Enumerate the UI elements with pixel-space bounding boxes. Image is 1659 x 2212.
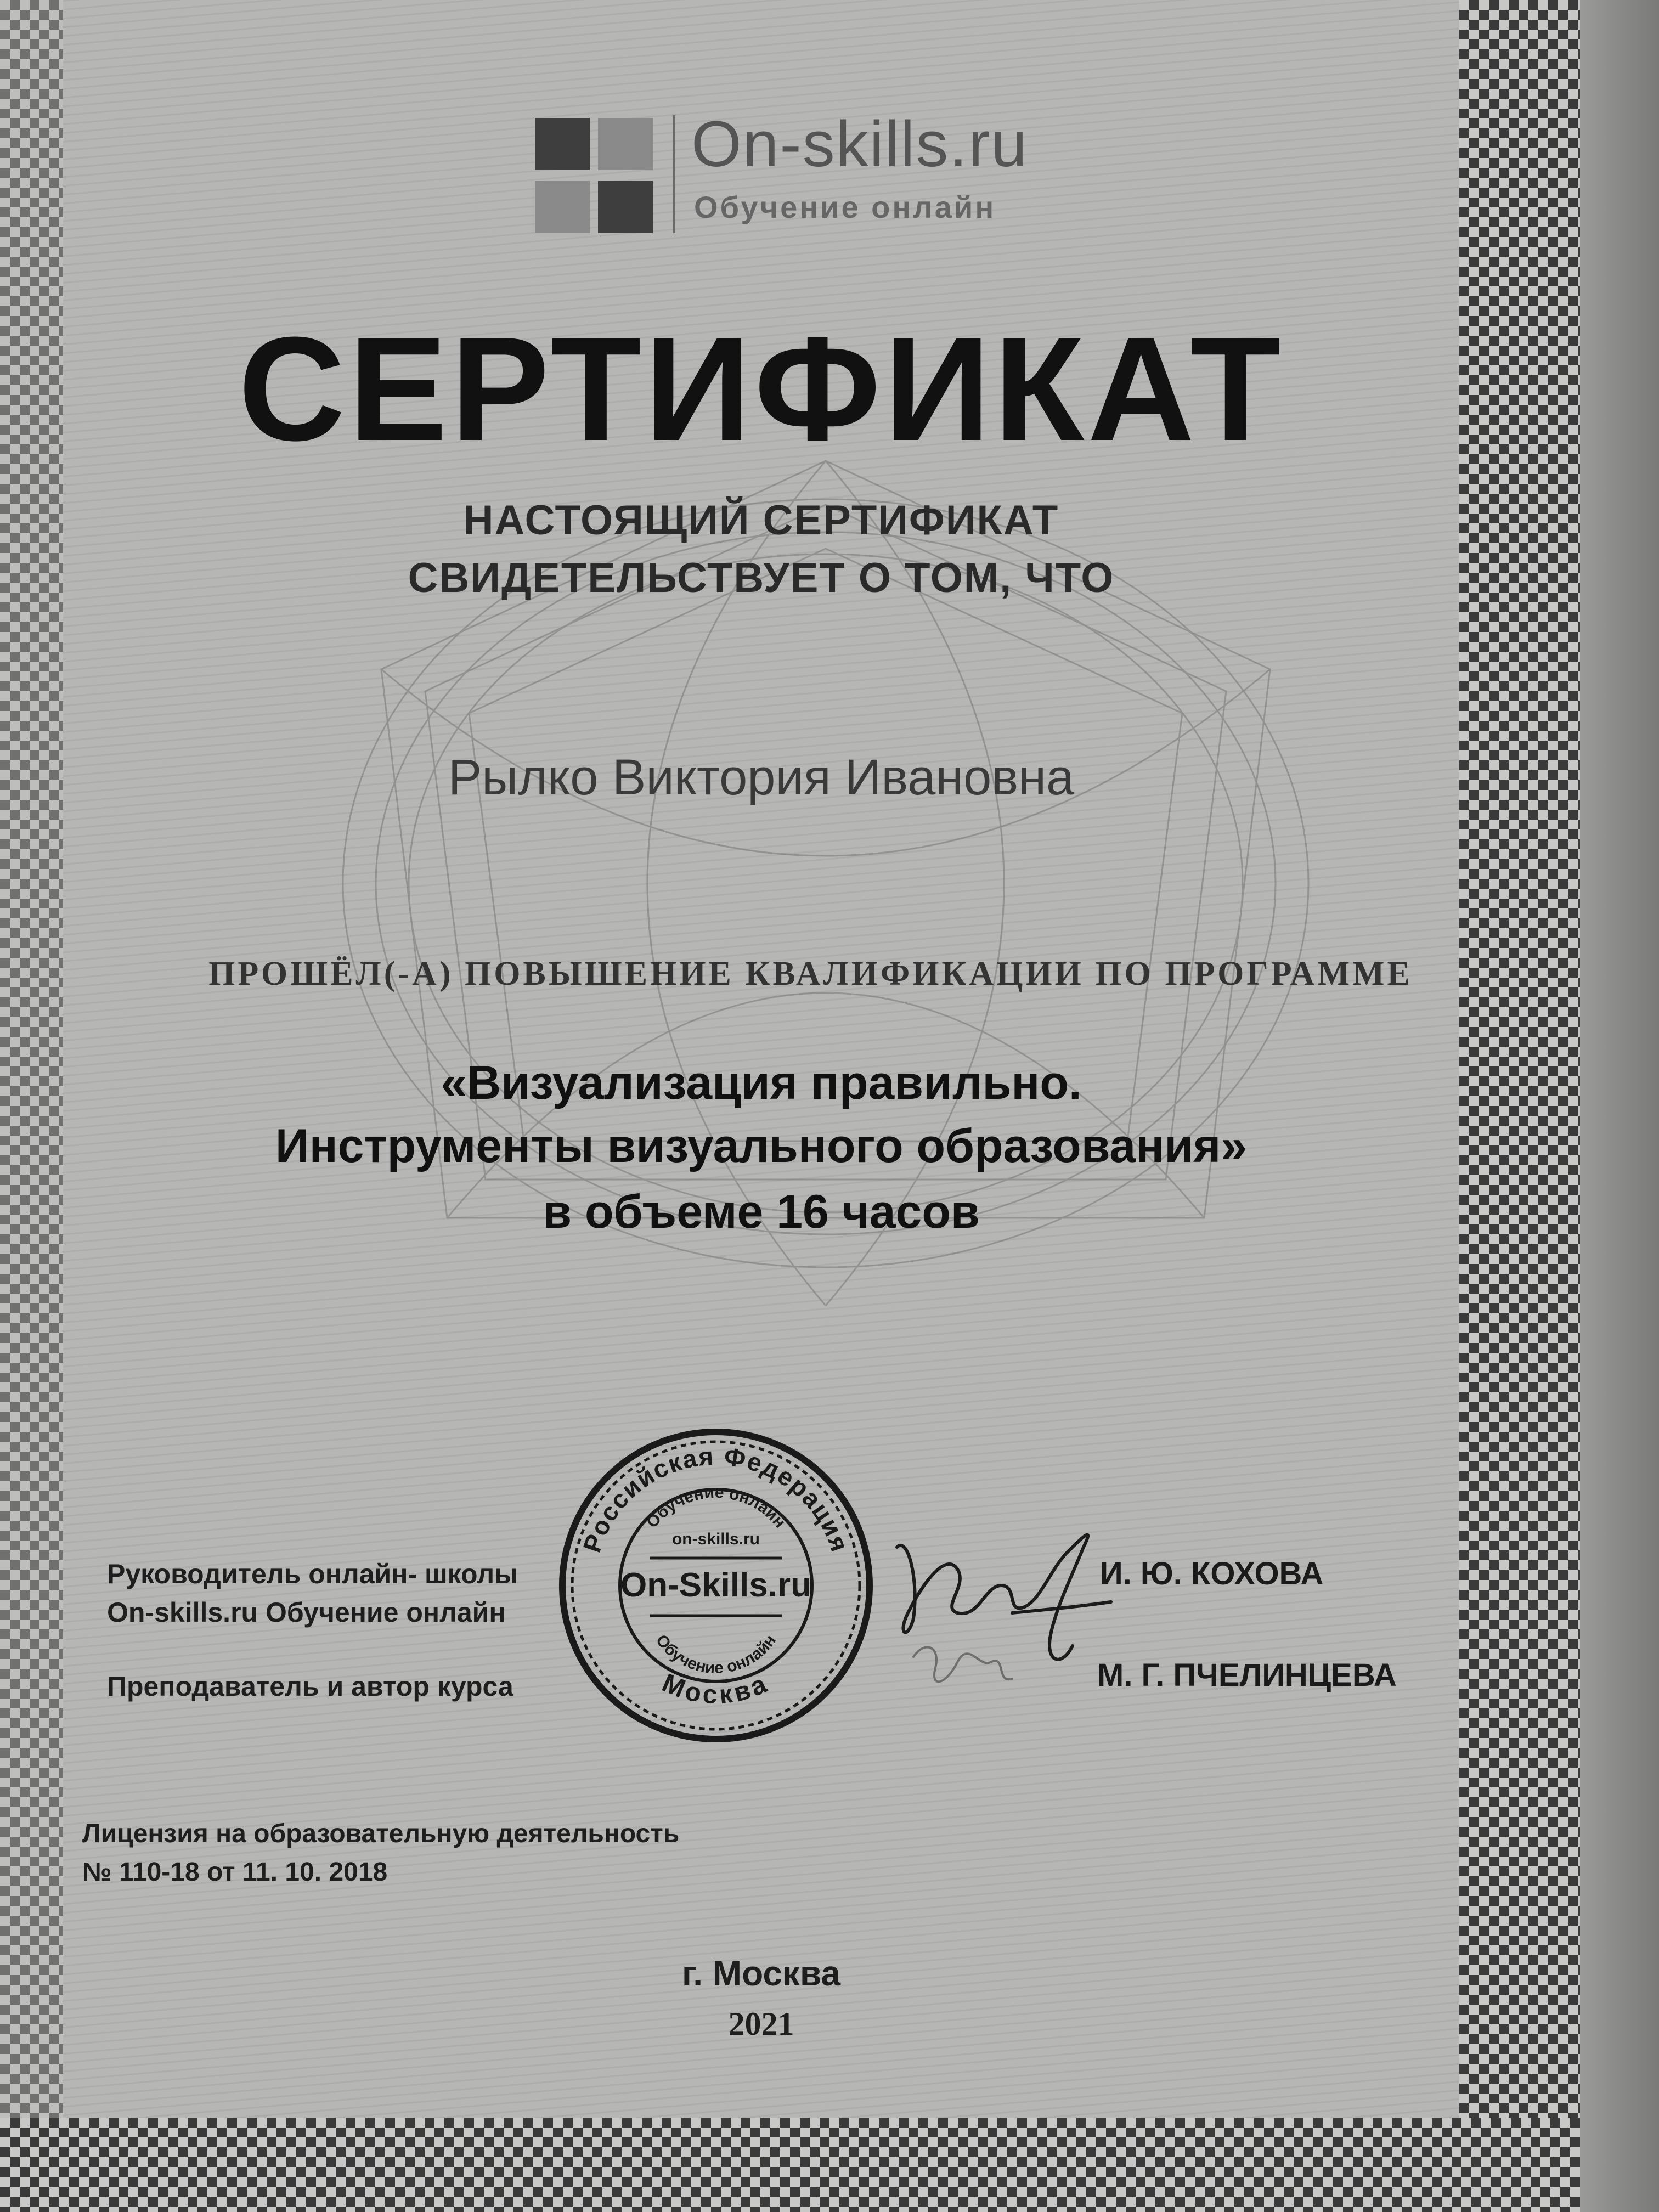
certificate-intro-line2: СВИДЕТЕЛЬСТВУЕТ О ТОМ, ЧТО xyxy=(408,555,1115,601)
svg-text:Обучение онлайн xyxy=(643,1483,789,1532)
handwritten-signature xyxy=(875,1503,1127,1712)
stamp-outer-top: Российская Федерация xyxy=(577,1441,855,1556)
page-edge xyxy=(1580,0,1659,2212)
stamp-inner-top: Обучение онлайн xyxy=(643,1483,789,1532)
certificate-intro-line1: НАСТОЯЩИЙ СЕРТИФИКАТ xyxy=(463,497,1059,544)
license-line2: № 110-18 от 11. 10. 2018 xyxy=(82,1858,388,1887)
program-title-line2: Инструменты визуального образования» xyxy=(275,1120,1248,1172)
logo-divider xyxy=(673,115,675,233)
stamp-inner-url: on-skills.ru xyxy=(672,1530,760,1548)
checkered-border-bottom xyxy=(0,2118,1580,2212)
checkered-border-left xyxy=(0,0,63,2212)
logo-name: On-skills.ru xyxy=(691,108,1029,180)
teacher-name: М. Г. ПЧЕЛИНЦЕВА xyxy=(1097,1657,1397,1693)
logo-icon xyxy=(535,118,661,236)
completed-text: ПРОШЁЛ(-А) ПОВЫШЕНИЕ КВАЛИФИКАЦИИ ПО ПРОГРАММЕ xyxy=(208,955,1413,992)
license-line1: Лицензия на образовательную деятельность xyxy=(82,1819,680,1848)
checkered-border-right xyxy=(1459,0,1580,2212)
stamp-center: On-Skills.ru xyxy=(620,1566,811,1604)
head-role-line2: On-skills.ru Обучение онлайн xyxy=(107,1597,506,1628)
logo-tagline: Обучение онлайн xyxy=(694,190,996,224)
certificate-paper xyxy=(63,0,1459,2118)
stamp-inner-bottom: Обучение онлайн xyxy=(652,1631,780,1678)
round-stamp xyxy=(557,1426,875,1745)
program-hours: в объеме 16 часов xyxy=(543,1186,980,1238)
head-name: И. Ю. КОХОВА xyxy=(1100,1556,1324,1592)
head-role-line1: Руководитель онлайн- школы xyxy=(107,1559,518,1589)
program-title-line1: «Визуализация правильно. xyxy=(441,1057,1082,1109)
city: г. Москва xyxy=(681,1954,841,1993)
year: 2021 xyxy=(728,2006,794,2042)
teacher-role: Преподаватель и автор курса xyxy=(107,1671,514,1702)
recipient-name: Рылко Виктория Ивановна xyxy=(448,749,1075,805)
certificate-title: СЕРТИФИКАТ xyxy=(238,307,1284,472)
stamp-outer-bottom: Москва xyxy=(658,1668,774,1710)
